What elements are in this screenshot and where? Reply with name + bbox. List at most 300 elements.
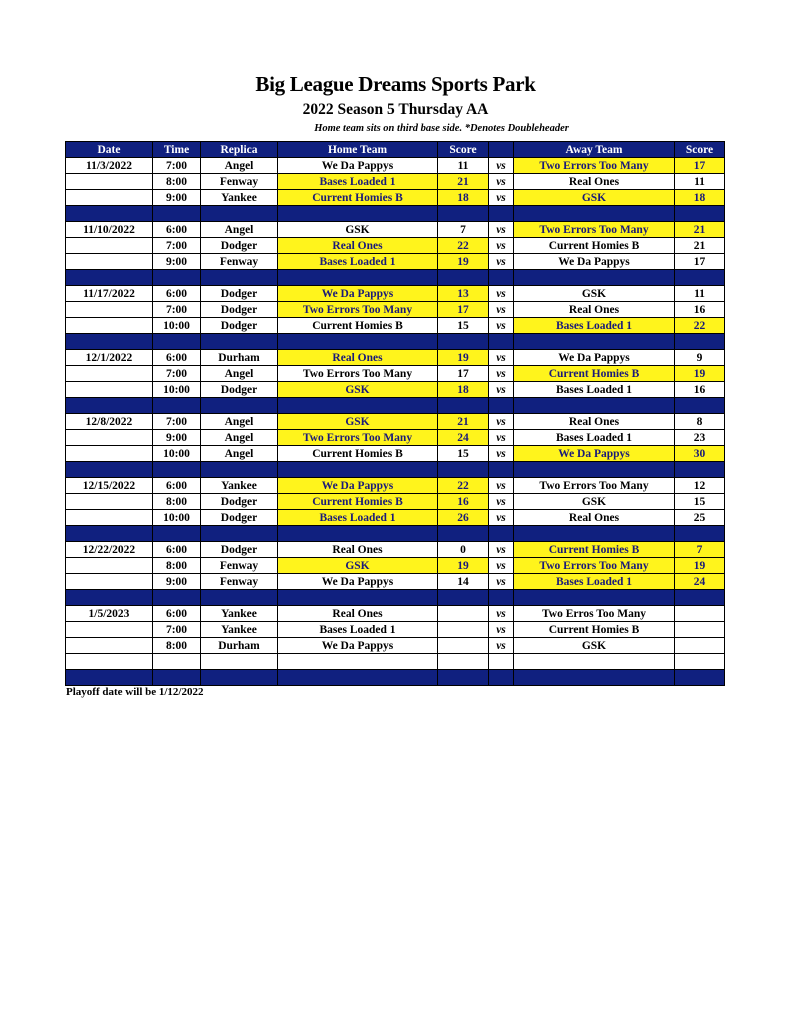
replica-cell: Yankee — [201, 606, 278, 622]
vs-cell: vs — [489, 606, 514, 622]
away-score-cell: 11 — [675, 286, 725, 302]
vs-cell: vs — [489, 478, 514, 494]
date-cell — [66, 302, 153, 318]
separator-cell — [201, 206, 278, 222]
vs-cell: vs — [489, 350, 514, 366]
home-score-cell: 14 — [438, 574, 489, 590]
separator-cell — [489, 590, 514, 606]
separator-cell — [153, 590, 201, 606]
vs-cell: vs — [489, 622, 514, 638]
away-team-cell: Real Ones — [514, 510, 675, 526]
separator-cell — [66, 398, 153, 414]
blank-cell — [675, 654, 725, 670]
game-row — [66, 494, 725, 510]
replica-cell: Fenway — [201, 174, 278, 190]
vs-cell: vs — [489, 382, 514, 398]
home-team-cell: Current Homies B — [278, 446, 438, 462]
away-team-cell: We Da Pappys — [514, 254, 675, 270]
separator-cell — [66, 206, 153, 222]
separator-cell — [514, 270, 675, 286]
away-score-cell — [675, 606, 725, 622]
separator-cell — [489, 334, 514, 350]
separator-cell — [438, 206, 489, 222]
away-team-cell: We Da Pappys — [514, 446, 675, 462]
time-cell: 7:00 — [153, 158, 201, 174]
replica-cell: Dodger — [201, 302, 278, 318]
blank-cell — [514, 654, 675, 670]
replica-cell: Dodger — [201, 382, 278, 398]
header-replica: Replica — [201, 142, 278, 158]
separator-cell — [278, 206, 438, 222]
home-team-cell: We Da Pappys — [278, 478, 438, 494]
time-cell: 8:00 — [153, 638, 201, 654]
separator-cell — [438, 590, 489, 606]
away-score-cell: 7 — [675, 542, 725, 558]
home-team-cell: We Da Pappys — [278, 574, 438, 590]
date-cell — [66, 190, 153, 206]
home-score-cell: 18 — [438, 382, 489, 398]
game-row — [66, 350, 725, 366]
date-cell: 12/1/2022 — [66, 350, 153, 366]
separator-cell — [66, 462, 153, 478]
time-cell: 6:00 — [153, 478, 201, 494]
home-score-cell: 19 — [438, 558, 489, 574]
game-row — [66, 558, 725, 574]
home-team-cell: We Da Pappys — [278, 286, 438, 302]
away-team-cell: Two Errors Too Many — [514, 478, 675, 494]
date-cell — [66, 238, 153, 254]
vs-cell: vs — [489, 286, 514, 302]
separator-cell — [153, 670, 201, 686]
separator-cell — [514, 526, 675, 542]
home-score-cell: 16 — [438, 494, 489, 510]
away-score-cell: 11 — [675, 174, 725, 190]
date-cell — [66, 638, 153, 654]
week-separator — [66, 398, 725, 414]
separator-cell — [153, 334, 201, 350]
separator-cell — [201, 270, 278, 286]
separator-cell — [675, 670, 725, 686]
separator-cell — [514, 462, 675, 478]
week-separator — [66, 526, 725, 542]
away-score-cell: 16 — [675, 302, 725, 318]
home-team-cell: Real Ones — [278, 606, 438, 622]
separator-cell — [66, 590, 153, 606]
replica-cell: Angel — [201, 430, 278, 446]
away-score-cell — [675, 638, 725, 654]
week-separator — [66, 590, 725, 606]
separator-cell — [514, 206, 675, 222]
separator-cell — [675, 334, 725, 350]
replica-cell: Dodger — [201, 510, 278, 526]
time-cell: 10:00 — [153, 382, 201, 398]
game-row — [66, 238, 725, 254]
separator-cell — [514, 590, 675, 606]
away-team-cell: Two Errors Too Many — [514, 158, 675, 174]
blank-cell — [278, 654, 438, 670]
away-team-cell: Real Ones — [514, 302, 675, 318]
header-away-score: Score — [675, 142, 725, 158]
replica-cell: Fenway — [201, 558, 278, 574]
time-cell: 6:00 — [153, 542, 201, 558]
time-cell: 7:00 — [153, 366, 201, 382]
vs-cell: vs — [489, 318, 514, 334]
header-away-team: Away Team — [514, 142, 675, 158]
game-row — [66, 510, 725, 526]
home-team-cell: Real Ones — [278, 350, 438, 366]
separator-cell — [66, 526, 153, 542]
away-score-cell: 18 — [675, 190, 725, 206]
date-cell — [66, 430, 153, 446]
away-team-cell: Bases Loaded 1 — [514, 382, 675, 398]
time-cell: 10:00 — [153, 446, 201, 462]
replica-cell: Angel — [201, 366, 278, 382]
away-score-cell: 23 — [675, 430, 725, 446]
time-cell: 10:00 — [153, 510, 201, 526]
blank-cell — [153, 654, 201, 670]
home-score-cell: 26 — [438, 510, 489, 526]
away-score-cell: 21 — [675, 222, 725, 238]
vs-cell: vs — [489, 190, 514, 206]
separator-cell — [514, 334, 675, 350]
date-cell — [66, 510, 153, 526]
away-team-cell: Bases Loaded 1 — [514, 318, 675, 334]
separator-cell — [438, 398, 489, 414]
home-score-cell: 17 — [438, 302, 489, 318]
separator-cell — [278, 590, 438, 606]
blank-cell — [489, 654, 514, 670]
week-separator — [66, 270, 725, 286]
separator-cell — [675, 206, 725, 222]
away-team-cell: Two Errors Too Many — [514, 222, 675, 238]
separator-cell — [201, 334, 278, 350]
time-cell: 9:00 — [153, 190, 201, 206]
away-team-cell: Real Ones — [514, 174, 675, 190]
home-team-cell: GSK — [278, 414, 438, 430]
separator-cell — [675, 462, 725, 478]
separator-cell — [66, 270, 153, 286]
game-row — [66, 302, 725, 318]
separator-cell — [278, 398, 438, 414]
header-note: Home team sits on third base side. *Denotes Doubleheader — [314, 123, 569, 134]
home-score-cell: 21 — [438, 414, 489, 430]
date-cell: 12/15/2022 — [66, 478, 153, 494]
week-separator — [66, 334, 725, 350]
vs-cell: vs — [489, 366, 514, 382]
away-score-cell: 22 — [675, 318, 725, 334]
separator-cell — [278, 670, 438, 686]
home-team-cell: Two Errors Too Many — [278, 302, 438, 318]
vs-cell: vs — [489, 302, 514, 318]
week-separator — [66, 206, 725, 222]
away-score-cell: 19 — [675, 366, 725, 382]
away-score-cell: 17 — [675, 158, 725, 174]
separator-cell — [201, 670, 278, 686]
away-team-cell: GSK — [514, 638, 675, 654]
home-team-cell: Two Errors Too Many — [278, 430, 438, 446]
blank-row — [66, 654, 725, 670]
replica-cell: Dodger — [201, 286, 278, 302]
date-cell — [66, 382, 153, 398]
separator-cell — [489, 206, 514, 222]
time-cell: 7:00 — [153, 238, 201, 254]
blank-cell — [201, 654, 278, 670]
away-score-cell: 15 — [675, 494, 725, 510]
separator-cell — [675, 526, 725, 542]
separator-cell — [201, 398, 278, 414]
home-team-cell: Real Ones — [278, 238, 438, 254]
date-cell — [66, 622, 153, 638]
game-row — [66, 542, 725, 558]
time-cell: 8:00 — [153, 494, 201, 510]
separator-cell — [278, 462, 438, 478]
away-team-cell: Current Homies B — [514, 542, 675, 558]
game-row — [66, 574, 725, 590]
separator-cell — [201, 590, 278, 606]
home-score-cell: 22 — [438, 478, 489, 494]
time-cell: 8:00 — [153, 174, 201, 190]
separator-cell — [489, 398, 514, 414]
time-cell: 6:00 — [153, 286, 201, 302]
home-score-cell: 22 — [438, 238, 489, 254]
away-score-cell — [675, 622, 725, 638]
home-team-cell: Current Homies B — [278, 318, 438, 334]
separator-cell — [675, 398, 725, 414]
page-title: Big League Dreams Sports Park — [255, 72, 536, 96]
separator-cell — [201, 526, 278, 542]
separator-cell — [201, 462, 278, 478]
away-team-cell: GSK — [514, 286, 675, 302]
game-row — [66, 190, 725, 206]
vs-cell: vs — [489, 158, 514, 174]
home-team-cell: Two Errors Too Many — [278, 366, 438, 382]
home-team-cell: Current Homies B — [278, 190, 438, 206]
vs-cell: vs — [489, 574, 514, 590]
replica-cell: Angel — [201, 222, 278, 238]
away-team-cell: Two Erros Too Many — [514, 606, 675, 622]
vs-cell: vs — [489, 510, 514, 526]
home-team-cell: We Da Pappys — [278, 158, 438, 174]
separator-cell — [514, 670, 675, 686]
date-cell — [66, 318, 153, 334]
vs-cell: vs — [489, 254, 514, 270]
separator-cell — [153, 462, 201, 478]
separator-cell — [489, 526, 514, 542]
blank-cell — [438, 654, 489, 670]
home-score-cell: 17 — [438, 366, 489, 382]
game-row — [66, 366, 725, 382]
game-row — [66, 606, 725, 622]
date-cell: 11/17/2022 — [66, 286, 153, 302]
time-cell: 6:00 — [153, 222, 201, 238]
replica-cell: Angel — [201, 414, 278, 430]
home-team-cell: GSK — [278, 222, 438, 238]
vs-cell: vs — [489, 222, 514, 238]
date-cell: 12/8/2022 — [66, 414, 153, 430]
date-cell: 11/3/2022 — [66, 158, 153, 174]
time-cell: 9:00 — [153, 574, 201, 590]
home-score-cell: 21 — [438, 174, 489, 190]
replica-cell: Yankee — [201, 478, 278, 494]
separator-cell — [278, 526, 438, 542]
away-team-cell: Two Errors Too Many — [514, 558, 675, 574]
replica-cell: Dodger — [201, 238, 278, 254]
date-cell — [66, 174, 153, 190]
away-team-cell: Real Ones — [514, 414, 675, 430]
home-team-cell: Real Ones — [278, 542, 438, 558]
away-team-cell: Current Homies B — [514, 238, 675, 254]
week-separator — [66, 670, 725, 686]
date-cell — [66, 446, 153, 462]
separator-cell — [514, 398, 675, 414]
game-row — [66, 446, 725, 462]
replica-cell: Angel — [201, 158, 278, 174]
date-cell — [66, 254, 153, 270]
vs-cell: vs — [489, 638, 514, 654]
separator-cell — [66, 334, 153, 350]
date-cell — [66, 574, 153, 590]
home-score-cell: 19 — [438, 254, 489, 270]
game-row — [66, 382, 725, 398]
away-team-cell: Current Homies B — [514, 366, 675, 382]
date-cell: 1/5/2023 — [66, 606, 153, 622]
away-score-cell: 17 — [675, 254, 725, 270]
schedule-body — [66, 158, 725, 686]
separator-cell — [153, 526, 201, 542]
separator-cell — [675, 270, 725, 286]
header-date: Date — [66, 142, 153, 158]
away-team-cell: GSK — [514, 190, 675, 206]
replica-cell: Yankee — [201, 622, 278, 638]
replica-cell: Yankee — [201, 190, 278, 206]
away-score-cell: 24 — [675, 574, 725, 590]
away-score-cell: 12 — [675, 478, 725, 494]
vs-cell: vs — [489, 414, 514, 430]
separator-cell — [489, 670, 514, 686]
time-cell: 6:00 — [153, 350, 201, 366]
replica-cell: Dodger — [201, 542, 278, 558]
vs-cell: vs — [489, 542, 514, 558]
game-row — [66, 174, 725, 190]
away-team-cell: Bases Loaded 1 — [514, 430, 675, 446]
header-home-score: Score — [438, 142, 489, 158]
separator-cell — [438, 526, 489, 542]
home-score-cell: 13 — [438, 286, 489, 302]
replica-cell: Durham — [201, 350, 278, 366]
schedule-table — [65, 141, 725, 686]
separator-cell — [66, 670, 153, 686]
vs-cell: vs — [489, 238, 514, 254]
vs-cell: vs — [489, 174, 514, 190]
separator-cell — [153, 398, 201, 414]
away-score-cell: 8 — [675, 414, 725, 430]
replica-cell: Dodger — [201, 494, 278, 510]
home-team-cell: Bases Loaded 1 — [278, 174, 438, 190]
separator-cell — [278, 270, 438, 286]
game-row — [66, 286, 725, 302]
separator-cell — [438, 270, 489, 286]
week-separator — [66, 462, 725, 478]
time-cell: 6:00 — [153, 606, 201, 622]
game-row — [66, 638, 725, 654]
home-score-cell — [438, 606, 489, 622]
game-row — [66, 414, 725, 430]
vs-cell: vs — [489, 494, 514, 510]
replica-cell: Durham — [201, 638, 278, 654]
time-cell: 7:00 — [153, 414, 201, 430]
time-cell: 9:00 — [153, 430, 201, 446]
replica-cell: Dodger — [201, 318, 278, 334]
blank-cell — [66, 654, 153, 670]
home-team-cell: GSK — [278, 382, 438, 398]
home-score-cell: 7 — [438, 222, 489, 238]
separator-cell — [153, 206, 201, 222]
header-time: Time — [153, 142, 201, 158]
replica-cell: Angel — [201, 446, 278, 462]
away-score-cell: 30 — [675, 446, 725, 462]
home-team-cell: Bases Loaded 1 — [278, 254, 438, 270]
separator-cell — [489, 462, 514, 478]
time-cell: 7:00 — [153, 302, 201, 318]
away-team-cell: We Da Pappys — [514, 350, 675, 366]
playoff-note: Playoff date will be 1/12/2022 — [66, 686, 204, 698]
time-cell: 10:00 — [153, 318, 201, 334]
vs-cell: vs — [489, 446, 514, 462]
home-score-cell — [438, 622, 489, 638]
date-cell — [66, 366, 153, 382]
home-team-cell: GSK — [278, 558, 438, 574]
home-team-cell: Current Homies B — [278, 494, 438, 510]
separator-cell — [438, 462, 489, 478]
header-home-team: Home Team — [278, 142, 438, 158]
away-team-cell: GSK — [514, 494, 675, 510]
vs-cell: vs — [489, 558, 514, 574]
game-row — [66, 318, 725, 334]
game-row — [66, 478, 725, 494]
home-score-cell: 18 — [438, 190, 489, 206]
away-score-cell: 16 — [675, 382, 725, 398]
game-row — [66, 254, 725, 270]
separator-cell — [153, 270, 201, 286]
game-row — [66, 430, 725, 446]
game-row — [66, 222, 725, 238]
away-score-cell: 25 — [675, 510, 725, 526]
game-row — [66, 622, 725, 638]
separator-cell — [438, 670, 489, 686]
home-team-cell: We Da Pappys — [278, 638, 438, 654]
home-score-cell — [438, 638, 489, 654]
date-cell — [66, 558, 153, 574]
season-subtitle: 2022 Season 5 Thursday AA — [302, 101, 489, 118]
table-header-row — [66, 142, 725, 158]
home-team-cell: Bases Loaded 1 — [278, 510, 438, 526]
separator-cell — [489, 270, 514, 286]
away-team-cell: Current Homies B — [514, 622, 675, 638]
away-team-cell: Bases Loaded 1 — [514, 574, 675, 590]
separator-cell — [438, 334, 489, 350]
date-cell: 12/22/2022 — [66, 542, 153, 558]
game-row — [66, 158, 725, 174]
separator-cell — [278, 334, 438, 350]
time-cell: 8:00 — [153, 558, 201, 574]
date-cell: 11/10/2022 — [66, 222, 153, 238]
home-score-cell: 24 — [438, 430, 489, 446]
time-cell: 9:00 — [153, 254, 201, 270]
home-score-cell: 19 — [438, 350, 489, 366]
replica-cell: Fenway — [201, 574, 278, 590]
away-score-cell: 9 — [675, 350, 725, 366]
home-team-cell: Bases Loaded 1 — [278, 622, 438, 638]
